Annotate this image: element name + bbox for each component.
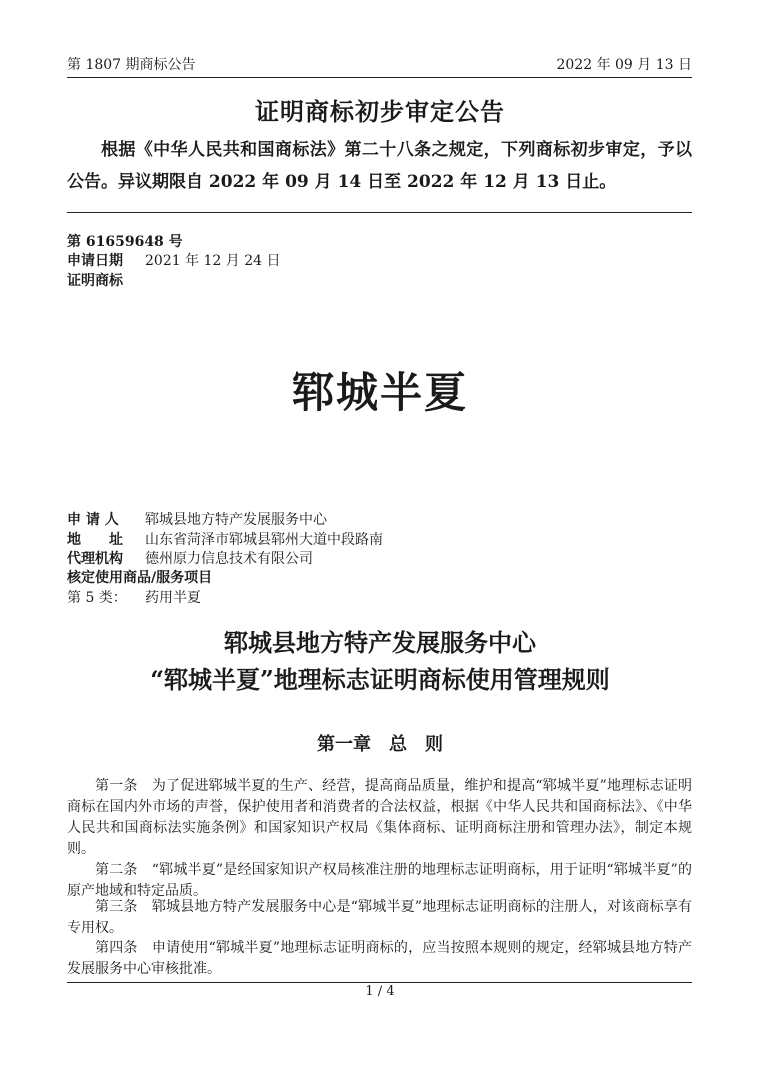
chapter-heading: 第一章 总 则 bbox=[317, 734, 443, 755]
article-4: 第四条 申请使用“郓城半夏”地理标志证明商标的，应当按照本规则的规定，经郓城县地方特产发展服务中心审核批准。 bbox=[67, 940, 692, 977]
address-row bbox=[67, 529, 383, 549]
mark-number: 第 61659648 号 bbox=[67, 234, 183, 250]
applicant-label: 申 请 人 bbox=[67, 512, 119, 528]
page-number: 1 / 4 bbox=[365, 984, 395, 999]
announcement-title: 证明商标初步审定公告 bbox=[255, 97, 505, 126]
agent-value: 德州原力信息技术有限公司 bbox=[145, 551, 313, 567]
article-2: 第二条 “郓城半夏”是经国家知识产权局核准注册的地理标志证明商标，用于证明“郓城半夏”的原产地域和特定品质。 bbox=[67, 862, 692, 899]
filing-date-value: 2021 年 12 月 24 日 bbox=[145, 253, 281, 269]
trademark-text: 郓城半夏 bbox=[291, 368, 468, 417]
footer-divider bbox=[67, 982, 692, 983]
announcement-intro: 根据《中华人民共和国商标法》第二十八条之规定，下列商标初步审定，予以公告。异议期限自 2022 年 09 月 14 日至 2022 年 12 月 13 日止。 bbox=[67, 140, 692, 192]
mark-type: 证明商标 bbox=[67, 273, 123, 289]
agent-row bbox=[67, 548, 313, 568]
address-label: 地 址 bbox=[67, 532, 123, 548]
header-issue: 第 1807 期商标公告 bbox=[67, 57, 196, 73]
filing-date-row bbox=[67, 250, 281, 270]
article-3: 第三条 郓城县地方特产发展服务中心是“郓城半夏”地理标志证明商标的注册人，对该商标享有专用权。 bbox=[67, 899, 692, 936]
goods-value: 药用半夏 bbox=[145, 590, 201, 606]
rules-title-line2: “郓城半夏”地理标志证明商标使用管理规则 bbox=[150, 665, 610, 694]
agent-label: 代理机构 bbox=[67, 551, 123, 567]
goods-label: 核定使用商品/服务项目 bbox=[67, 570, 213, 586]
rules-title-line1: 郓城县地方特产发展服务中心 bbox=[224, 628, 536, 657]
applicant-value: 郓城县地方特产发展服务中心 bbox=[145, 512, 327, 528]
address-value: 山东省菏泽市郓城县郓州大道中段路南 bbox=[145, 532, 383, 548]
header-date: 2022 年 09 月 13 日 bbox=[556, 57, 692, 73]
section-divider bbox=[67, 212, 692, 213]
article-1: 第一条 为了促进郓城半夏的生产、经营，提高商品质量，维护和提高“郓城半夏”地理标志证明商标在国内外市场的声誉，保护使用者和消费者的合法权益，根据《中华人民共和国商标法》、《中华人民共和国商标法实施条例》和国家知识产权局《集体商标、证明商标注册和管理办法》，制定本规则。 bbox=[67, 778, 692, 857]
filing-date-label: 申请日期 bbox=[67, 253, 123, 269]
class-label: 第 5 类： bbox=[67, 590, 127, 606]
goods-row bbox=[67, 587, 201, 607]
header-divider bbox=[67, 77, 692, 78]
applicant-row bbox=[67, 509, 327, 529]
